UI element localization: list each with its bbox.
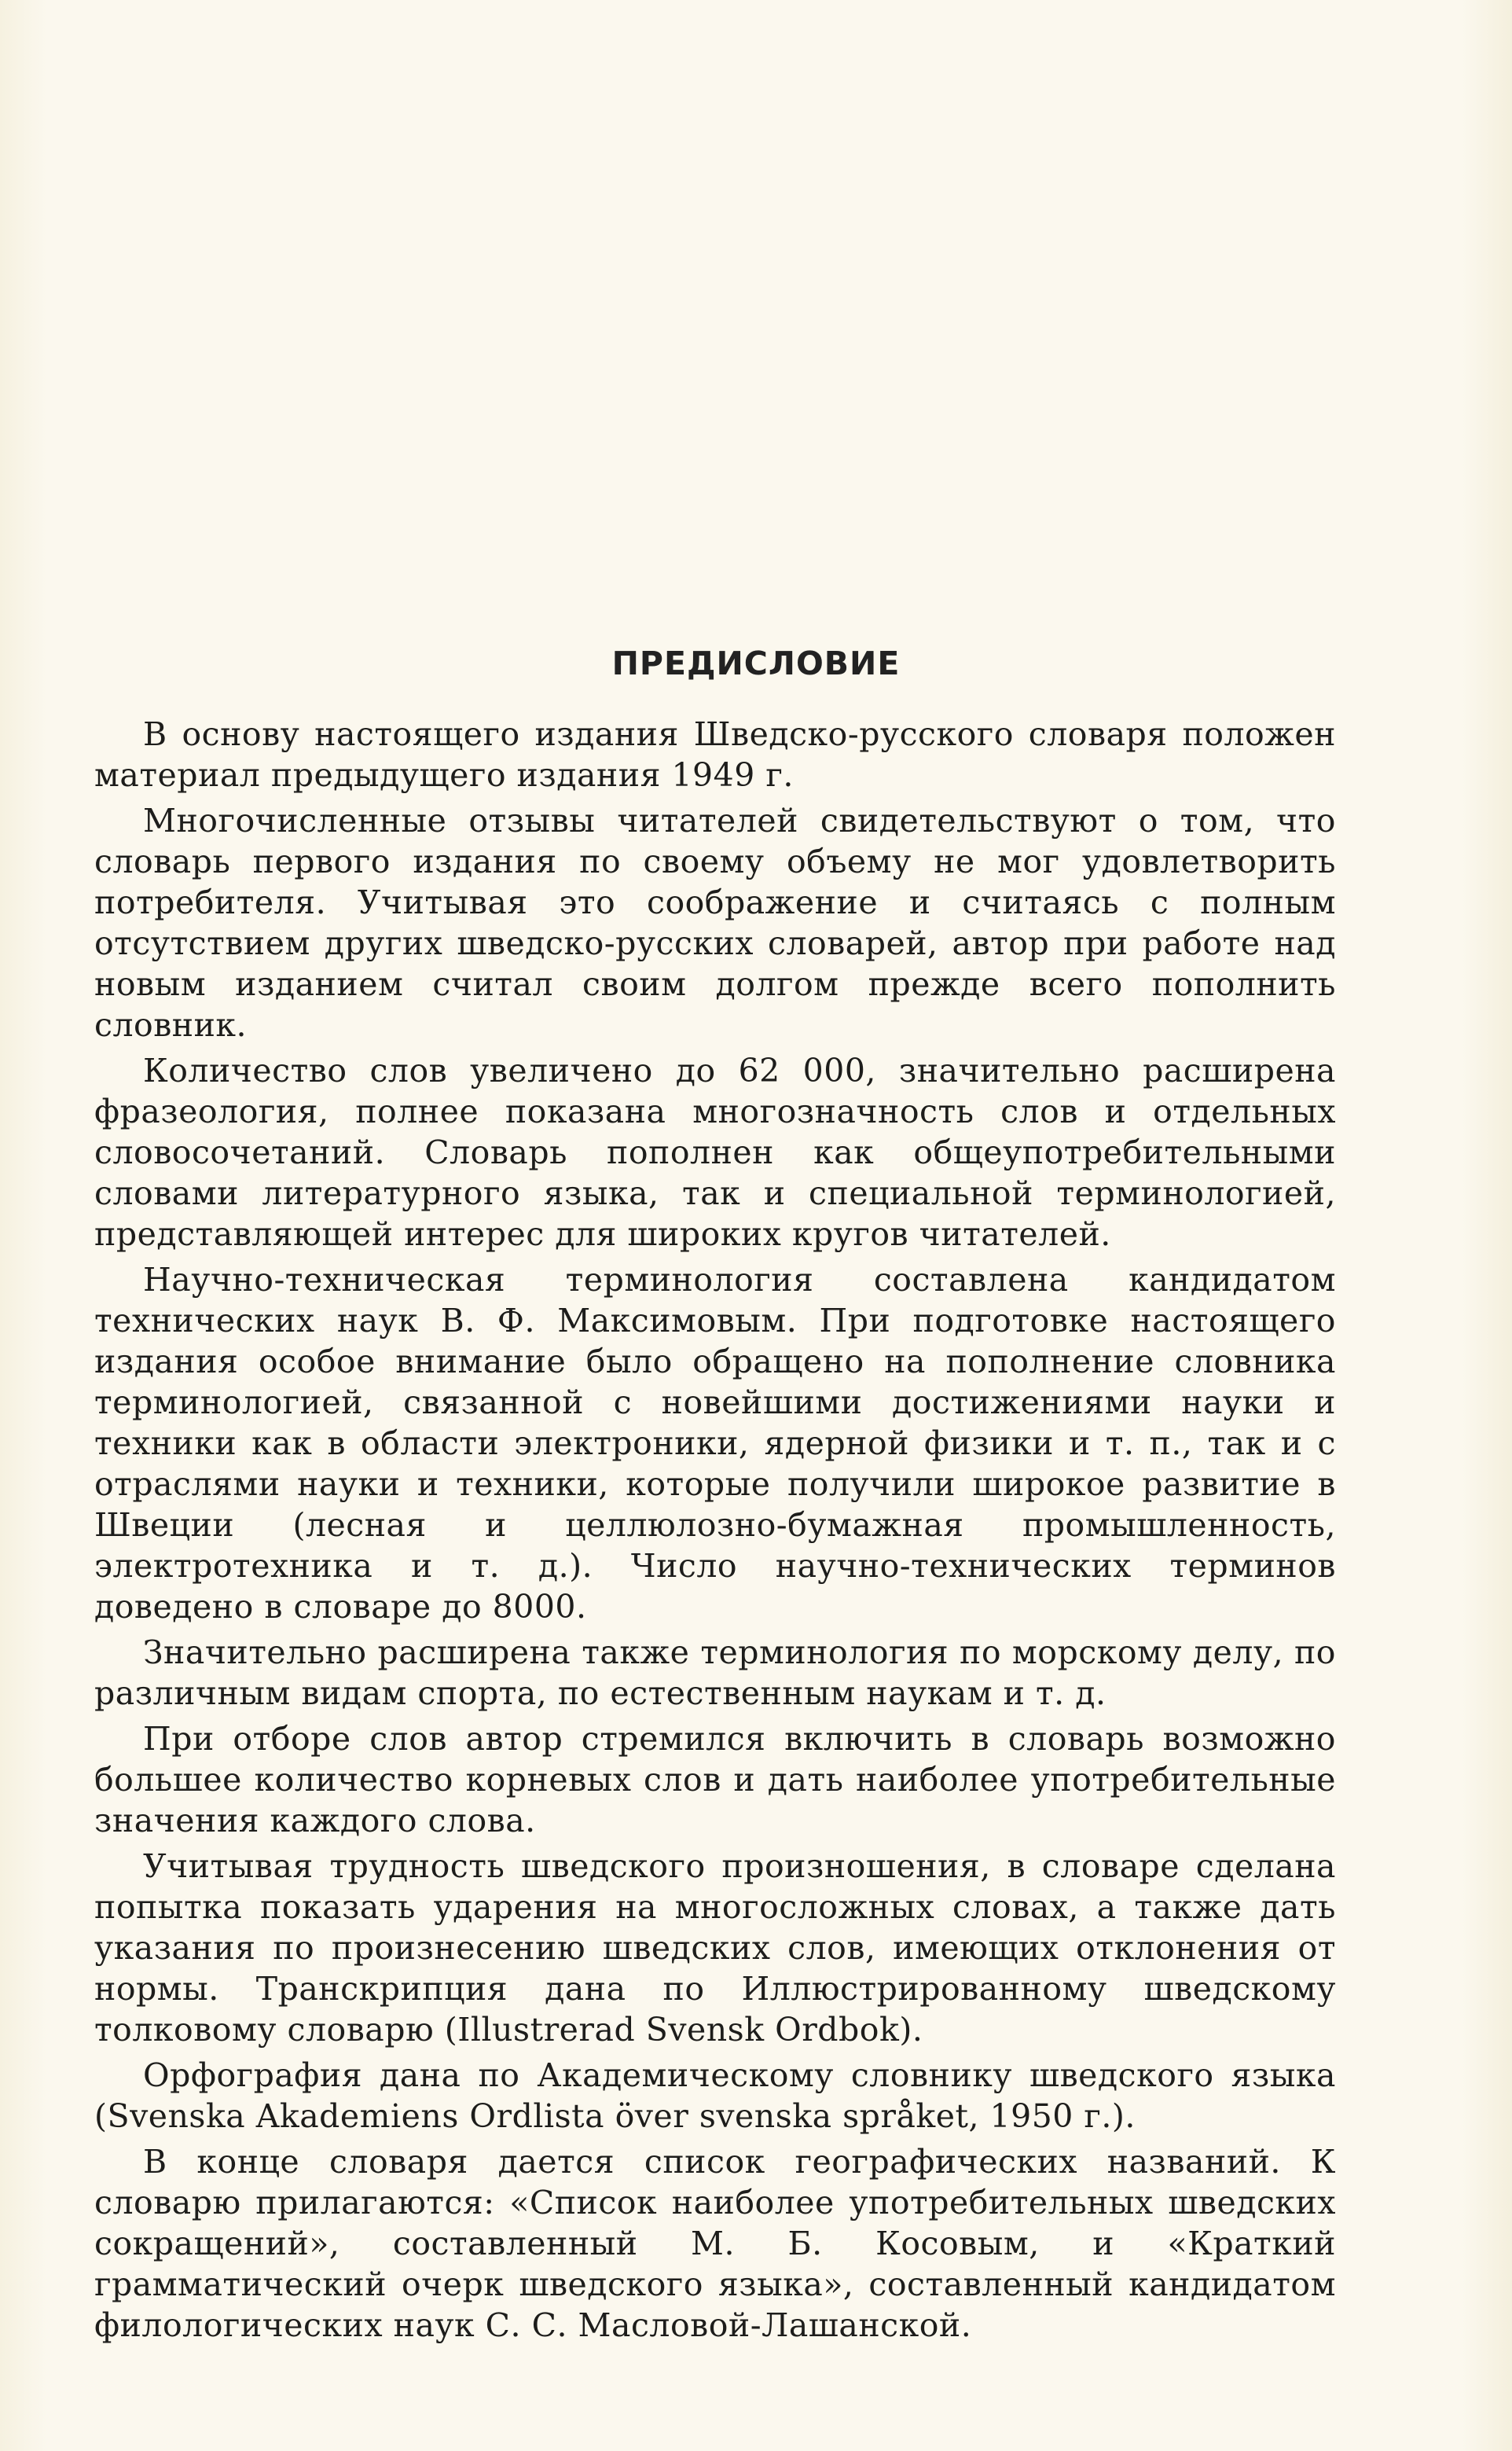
paragraph-3: Количество слов увеличено до 62 000, значительно расширена фразеология, полнее показана многозначность слов и отдельных словосочетаний. Словарь пополнен как общеупотребительными словами литературного языка, так и специальной терминологией, представляющей интерес для широких кругов читателей. [94,1052,1336,1253]
paragraph-1: В основу настоящего издания Шведско-русского словаря положен материал предыдущего издания 1949 г. [94,715,1336,794]
paragraph-4: Научно-техническая терминология составлена кандидатом технических наук В. Ф. Максимовым. При подготовке настоящего издания особое внимание было обращено на пополнение словника терминологией, связанной с новейшими достижениями науки и техники как в области электроники, ядерной физики и т. п., так и с отраслями науки и техники, которые получили широкое развитие в Швеции (лесная и целлюлозно-бумажная промышленность, электротехника и т. д.). Число научно-технических терминов доведено в словаре до 8000. [94,1261,1336,1626]
page-title: ПРЕДИСЛОВИЕ [611,645,901,682]
paragraph-2: Многочисленные отзывы читателей свидетельствуют о том, что словарь первого издания по своему объему не мог удовлетворить потребителя. Учитывая это соображение и считаясь с полным отсутствием других шведско-русских словарей, автор при работе над новым изданием считал своим долгом прежде всего пополнить словник. [94,802,1336,1044]
paragraph-8: Орфография дана по Академическому словнику шведского языка (Svenska Akademiens Ordlista över svenska språket, 1950 г.). [94,2056,1336,2135]
paragraph-7: Учитывая трудность шведского произношения, в словаре сделана попытка показать ударения на многосложных словах, а также дать указания по произнесению шведских слов, имеющих отклонения от нормы. Транскрипция дана по Иллюстрированному шведскому толковому словарю (Illustrerad Svensk Ordbok). [94,1847,1336,2049]
preface-body [94,714,1336,2350]
paragraph-9: В конце словаря дается список географических названий. К словарю прилагаются: «Список наиболее употребительных шведских сокращений», составленный М. Б. Косовым, и «Краткий грамматический очерк шведского языка», составленный кандидатом филологических наук С. С. Масловой-Лашанской. [94,2143,1336,2344]
paragraph-6: При отборе слов автор стремился включить в словарь возможно большее количество корневых слов и дать наиболее употребительные значения каждого слова. [94,1720,1336,1839]
paragraph-5: Значительно расширена также терминология по морскому делу, по различным видам спорта, по естественным наукам и т. д. [94,1633,1336,1712]
